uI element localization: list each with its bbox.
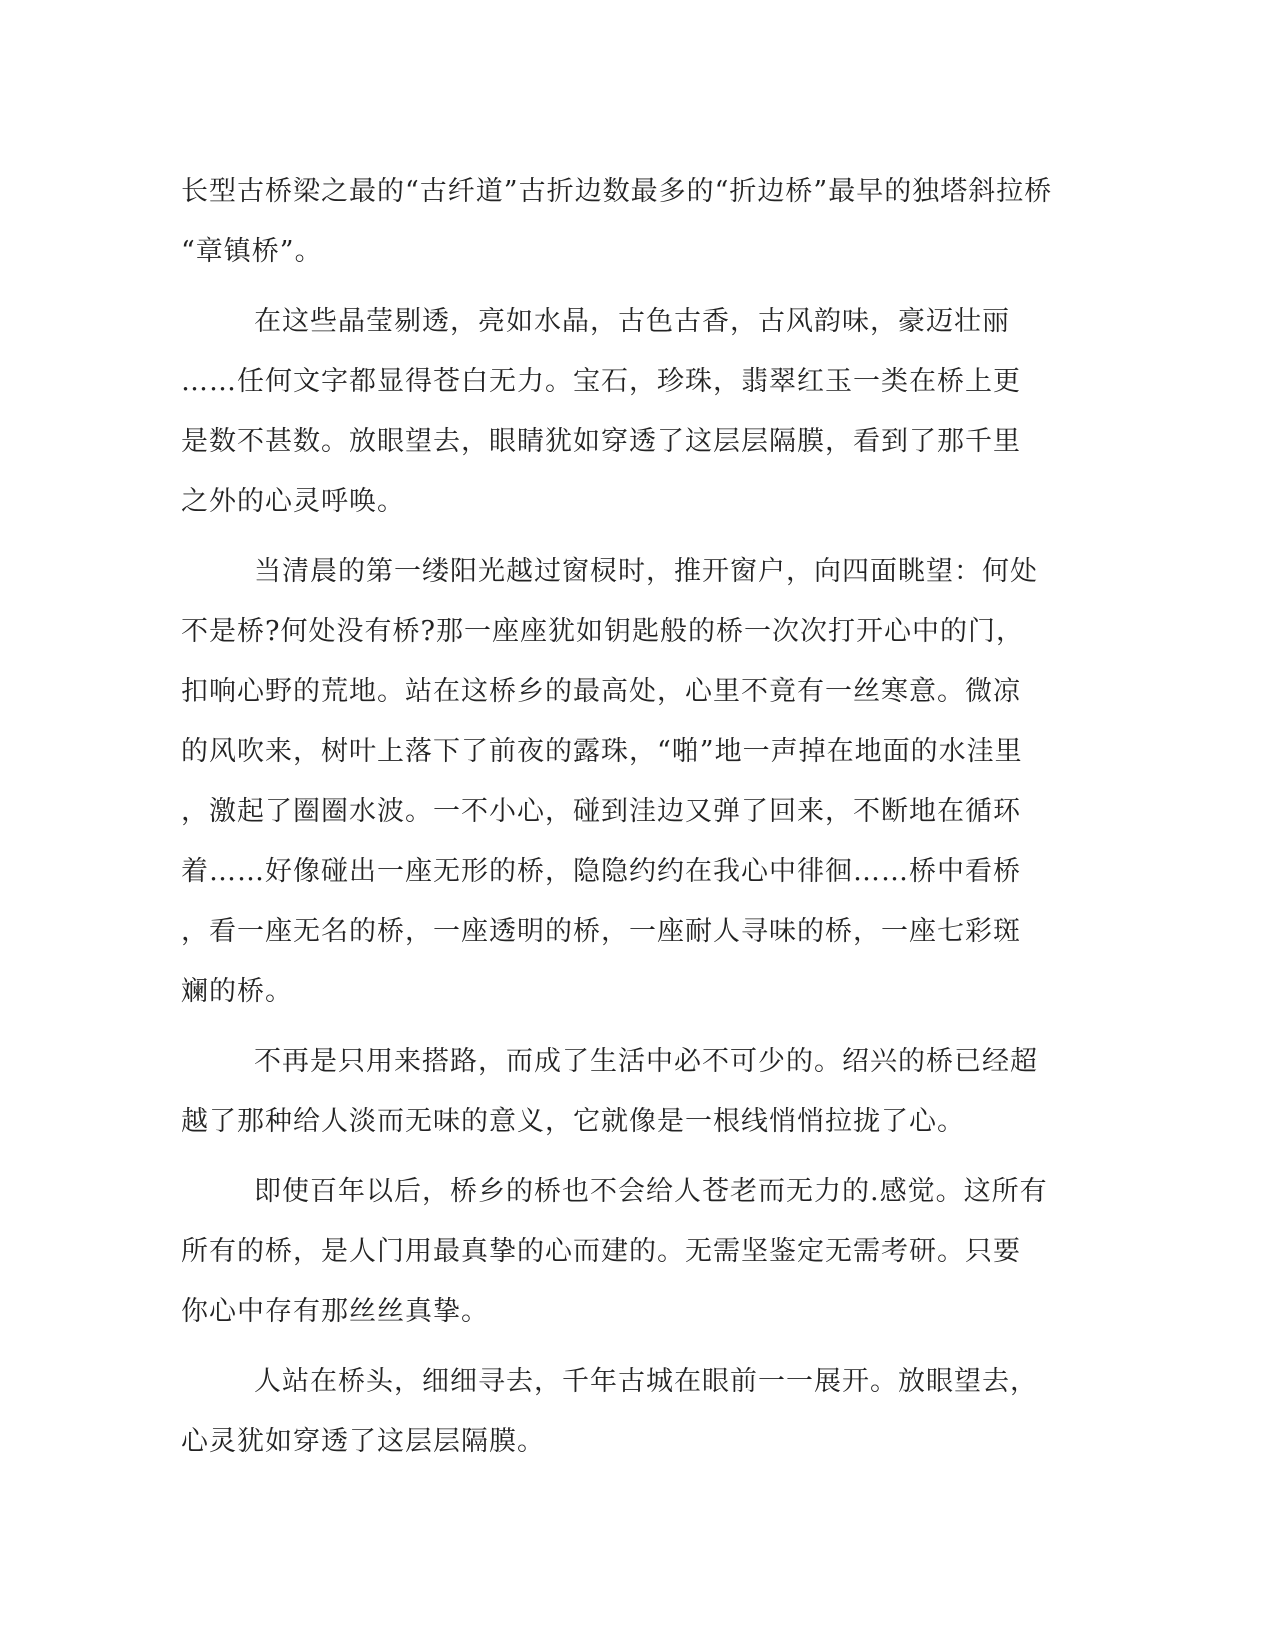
text-line: 的风吹来，树叶上落下了前夜的露珠，“啪”地一声掉在地面的水洼里 [181, 736, 1023, 767]
body-text [181, 162, 1053, 1482]
text-line: 人站在桥头，细细寻去，千年古城在眼前一一展开。放眼望去， [254, 1366, 1038, 1397]
paragraph-4 [181, 1032, 1041, 1152]
text-line: 长型古桥梁之最的“古纤道”古折边数最多的“折边桥”最早的独塔斜拉桥 [181, 176, 1053, 207]
paragraph-1 [181, 162, 1053, 282]
paragraph-6 [181, 1352, 1041, 1472]
text-line: 之外的心灵呼唤。 [181, 486, 405, 517]
text-line: “章镇桥”。 [181, 236, 323, 267]
paragraph-3 [181, 542, 1041, 1022]
text-line: ，看一座无名的桥，一座透明的桥，一座耐人寻味的桥，一座七彩斑 [181, 916, 1021, 947]
text-line: 当清晨的第一缕阳光越过窗棂时，推开窗户，向四面眺望：何处 [254, 556, 1038, 587]
text-line: 不再是只用来搭路，而成了生活中必不可少的。绍兴的桥已经超 [254, 1046, 1038, 1077]
text-line: 斓的桥。 [181, 976, 293, 1007]
paragraph-2 [181, 292, 1041, 532]
text-line: 即使百年以后，桥乡的桥也不会给人苍老而无力的.感觉。这所有 [254, 1176, 1048, 1207]
text-line: ……任何文字都显得苍白无力。宝石，珍珠，翡翠红玉一类在桥上更 [181, 366, 1021, 397]
text-line: 不是桥?何处没有桥?那一座座犹如钥匙般的桥一次次打开心中的门， [181, 616, 1024, 647]
text-line: 着……好像碰出一座无形的桥，隐隐约约在我心中徘徊……桥中看桥 [181, 856, 1021, 887]
text-line: ，激起了圈圈水波。一不小心，碰到洼边又弹了回来，不断地在循环 [181, 796, 1021, 827]
text-line: 在这些晶莹剔透，亮如水晶，古色古香，古风韵味，豪迈壮丽 [254, 306, 1010, 337]
text-line: 越了那种给人淡而无味的意义，它就像是一根线悄悄拉拢了心。 [181, 1106, 965, 1137]
paragraph-5 [181, 1162, 1048, 1342]
text-line: 扣响心野的荒地。站在这桥乡的最高处，心里不竟有一丝寒意。微凉 [181, 676, 1021, 707]
text-line: 心灵犹如穿透了这层层隔膜。 [181, 1426, 545, 1457]
text-line: 是数不甚数。放眼望去，眼睛犹如穿透了这层层隔膜，看到了那千里 [181, 426, 1021, 457]
text-line: 你心中存有那丝丝真挚。 [181, 1296, 489, 1327]
text-line: 所有的桥，是人门用最真挚的心而建的。无需坚鉴定无需考研。只要 [181, 1236, 1021, 1267]
